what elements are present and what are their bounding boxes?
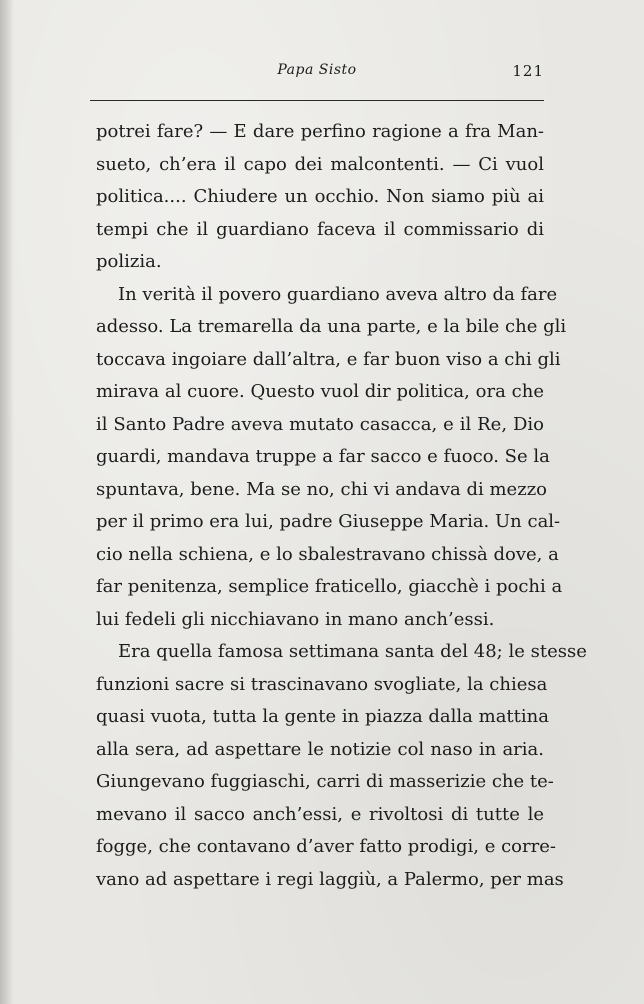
page-header [90, 56, 544, 90]
running-title: Papa Sisto [277, 62, 357, 78]
text-line: mevano il sacco anch’essi, e rivoltosi di tutte le [96, 803, 544, 825]
text-line: sueto, ch’era il capo dei malcontenti. — Ci vuol [96, 153, 544, 175]
text-line: Giungevano fuggiaschi, carri di masserizie che te- [96, 771, 554, 792]
text-line: politica.... Chiudere un occhio. Non siamo più ai [96, 186, 544, 207]
page-gutter-shadow [0, 0, 14, 1004]
header-rule [90, 100, 544, 101]
text-line: In verità il povero guardiano aveva altro da fare [118, 283, 558, 305]
text-line: adesso. La tremarella da una parte, e la bile che gli [96, 316, 567, 337]
text-line: per il primo era lui, padre Giuseppe Maria. Un cal- [96, 511, 561, 532]
page-number: 121 [512, 62, 544, 80]
text-line: guardi, mandava truppe a far sacco e fuoco. Se la [96, 446, 550, 467]
text-line: vano ad aspettare i regi laggiù, a Palermo, per mas [96, 868, 564, 890]
text-line: quasi vuota, tutta la gente in piazza dalla mattina [96, 706, 549, 727]
text-line: cio nella schiena, e lo sbalestravano chissà dove, a [96, 543, 559, 565]
text-line: il Santo Padre aveva mutato casacca, e il Re, Dio [96, 413, 544, 435]
text-line: tempi che il guardiano faceva il commissario di [96, 218, 544, 240]
text-line: fogge, che contavano d’aver fatto prodigi, e corre- [96, 836, 556, 857]
text-line: alla sera, ad aspettare le notizie col naso in aria. [96, 738, 544, 760]
text-line: polizia. [96, 251, 162, 272]
text-line: spuntava, bene. Ma se no, chi vi andava di mezzo [96, 478, 548, 500]
body-text [96, 116, 587, 896]
text-line: lui fedeli gli nicchiavano in mano anch’essi. [96, 608, 495, 630]
text-line: Era quella famosa settimana santa del 48; le stesse [118, 641, 587, 662]
text-line: potrei fare? — E dare perfino ragione a fra Man- [96, 121, 544, 142]
text-line: funzioni sacre si trascinavano svogliate, la chiesa [96, 673, 548, 695]
text-line: mirava al cuore. Questo vuol dir politica, ora che [96, 381, 544, 402]
text-line: toccava ingoiare dall’altra, e far buon viso a chi gli [96, 348, 561, 370]
text-line: far penitenza, semplice fraticello, giacchè i pochi a [96, 576, 563, 597]
